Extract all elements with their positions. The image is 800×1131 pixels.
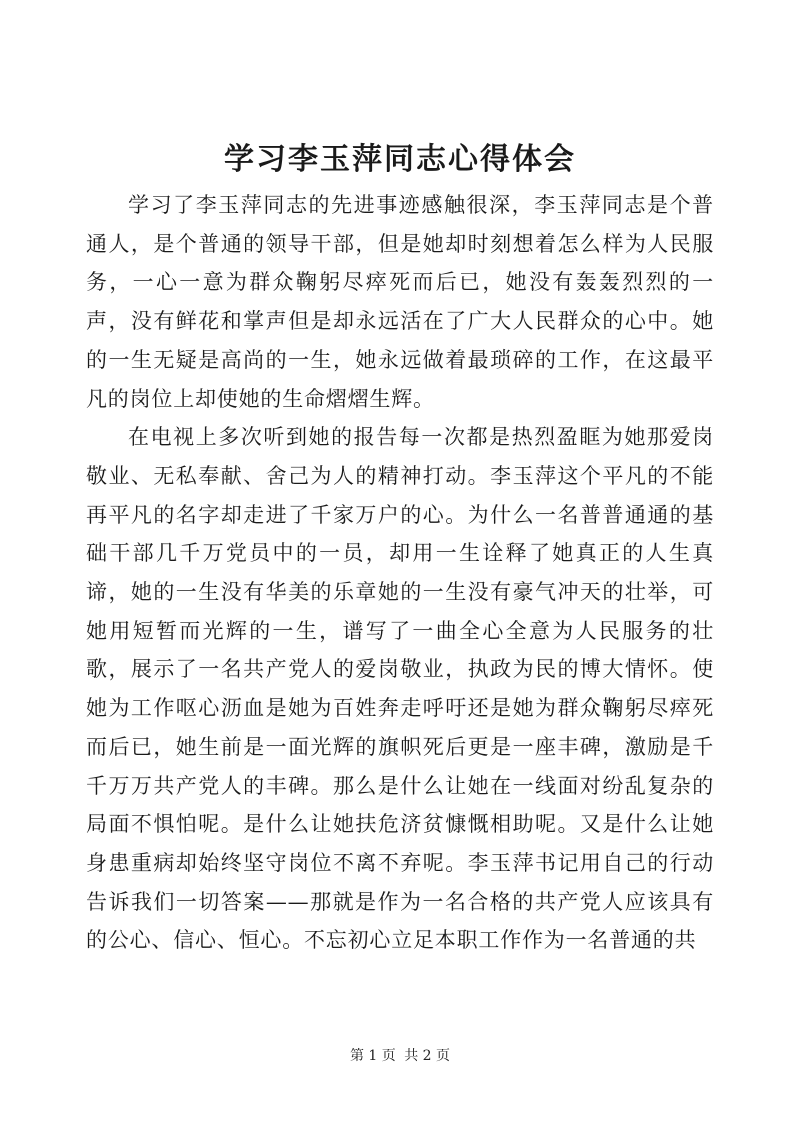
document-title: 学习李玉萍同志心得体会	[224, 142, 576, 177]
page-number: 第 1 页	[349, 1048, 396, 1064]
paragraph-2: 在电视上多次听到她的报告每一次都是热烈盈眶为她那爱岗敬业、无私奉献、舍己为人的精神打动。李玉萍这个平凡的不能再平凡的名字却走进了千家万户的心。为什么一名普普通通的基础干部几千万党员中的一员，却用一生诠释了她真正的人生真谛，她的一生没有华美的乐章她的一生没有豪气冲天的壮举，可她用短暂而光辉的一生，谱写了一曲全心全意为人民服务的壮歌，展示了一名共产党人的爱岗敬业，执政为民的博大情怀。使她为工作呕心沥血是她为百姓奔走呼吁还是她为群众鞠躬尽瘁死而后已，她生前是一面光辉的旗帜死后更是一座丰碑，激励是千千万万共产党人的丰碑。那么是什么让她在一线面对纷乱复杂的局面不惧怕呢。是什么让她扶危济贫慷慨相助呢。又是什么让她身患重病却始终坚守岗位不离不弃呢。李玉萍书记用自己的行动告诉我们一切答案——那就是作为一名合格的共产党人应该具有的公心、信心、恒心。不忘初心立足本职工作作为一名普通的共	[86, 425, 714, 953]
paragraph-1: 学习了李玉萍同志的先进事迹感触很深，李玉萍同志是个普通人，是个普通的领导干部，但是她却时刻想着怎么样为人民服务，一心一意为群众鞠躬尽瘁死而后已，她没有轰轰烈烈的一声，没有鲜花和掌声但是却永远活在了广大人民群众的心中。她的一生无疑是高尚的一生，她永远做着最琐碎的工作，在这最平凡的岗位上却使她的生命熠熠生辉。	[86, 193, 714, 411]
page-footer	[0, 1046, 800, 1066]
page-total: 共 2 页	[404, 1048, 451, 1064]
document-body	[86, 186, 714, 960]
